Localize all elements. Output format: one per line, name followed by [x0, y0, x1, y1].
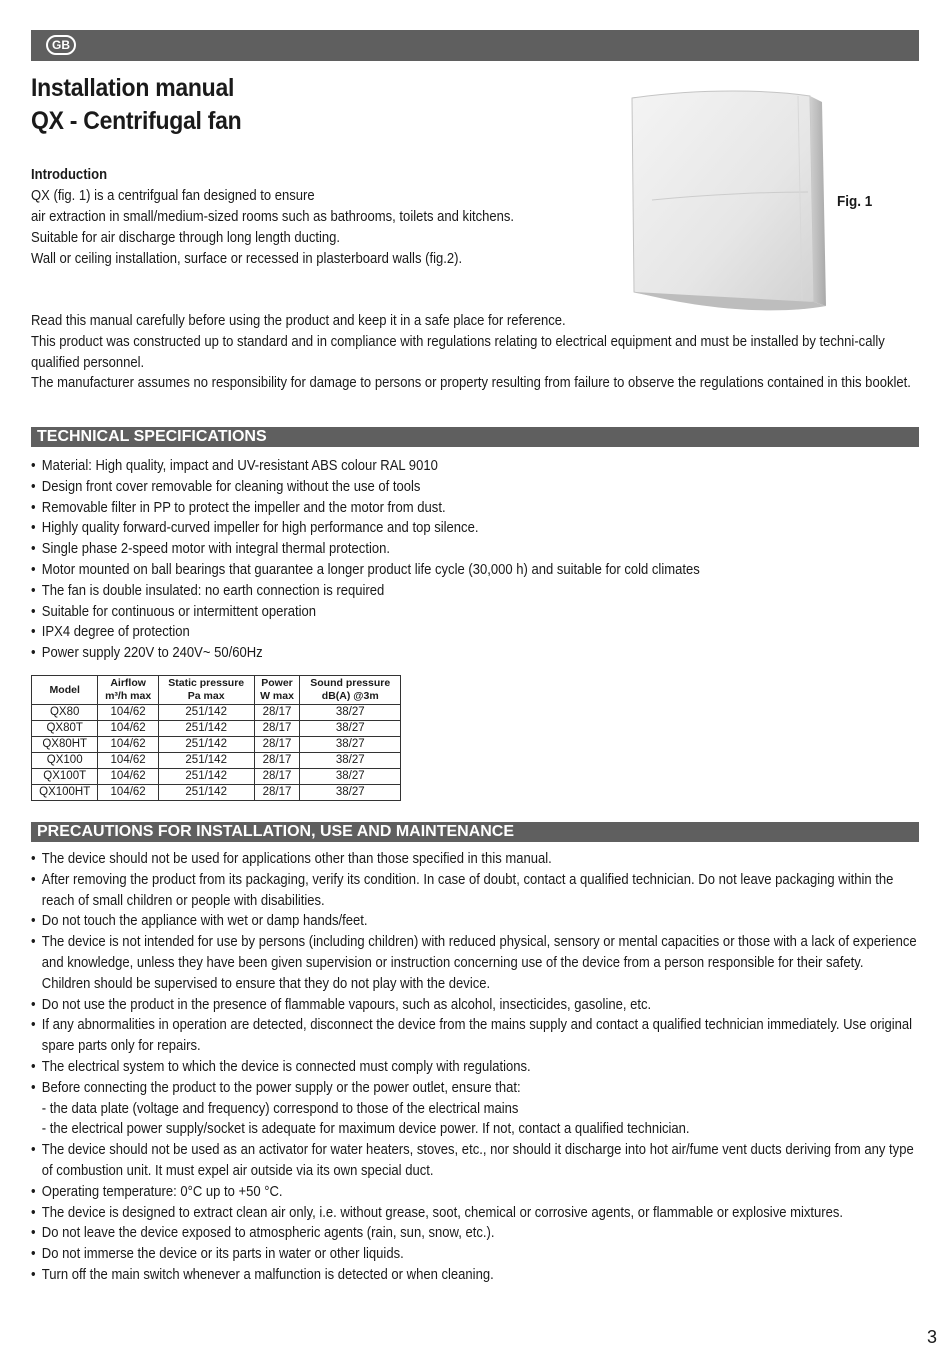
list-item: • Material: High quality, impact and UV-resistant ABS colour RAL 9010	[31, 458, 438, 474]
list-item: • The device should not be used for applications other than those specified in this manual.	[31, 851, 552, 867]
list-item: • Highly quality forward-curved impeller for high performance and top silence.	[31, 520, 479, 537]
list-item: • After removing the product from its packaging, verify its condition. In case of doubt, contact a qualified technician. Do not leave packaging within the reach of small children or people with disabilities.	[31, 871, 894, 909]
notice-paragraph: This product was constructed up to standard and in compliance with regulations relating to electrical equipment and must be installed by techni-cally qualified personnel.	[31, 333, 885, 371]
list-item: • Single phase 2-speed motor with integral thermal protection.	[31, 541, 391, 558]
column-header: Airflow m³/h max	[98, 676, 158, 705]
list-sub-item: - the data plate (voltage and frequency) correspond to those of the electrical mains	[41, 1100, 519, 1117]
precautions-heading: PRECAUTIONS FOR INSTALLATION, USE AND MAINTENANCE	[31, 822, 919, 842]
list-item: • Turn off the main switch whenever a malfunction is detected or when cleaning.	[31, 1266, 494, 1283]
table-row: QX80T 104/62 251/142 28/17 38/27	[32, 721, 401, 737]
notice-paragraph: The manufacturer assumes no responsibility for damage to persons or property resulting from failure to observe the regulations contained in this booklet.	[31, 375, 911, 392]
list-item: • If any abnormalities in operation are detected, disconnect the device from the mains supply and contact a qualified technician immediately. Use original spare parts only for repairs.	[31, 1017, 913, 1055]
fan-illustration	[622, 80, 837, 320]
list-item: • Suitable for continuous or intermittent operation	[31, 603, 317, 620]
notice-paragraph: Read this manual carefully before using the product and keep it in a safe place for reference.	[31, 313, 566, 329]
list-item: • The fan is double insulated: no earth connection is required	[31, 582, 385, 599]
list-item: • Do not touch the appliance with wet or damp hands/feet.	[31, 913, 368, 930]
table-row: QX80HT 104/62 251/142 28/17 38/27	[32, 737, 401, 753]
table-row: QX100HT 104/62 251/142 28/17 38/27	[32, 785, 401, 801]
intro-line: QX (fig. 1) is a centrifgual fan designed to ensure	[31, 188, 315, 204]
table-row: QX80 104/62 251/142 28/17 38/27	[32, 705, 401, 721]
language-badge: GB	[46, 35, 76, 55]
page-number: 3	[927, 1327, 938, 1347]
list-item: • The device is not intended for use by persons (including children) with reduced physical, sensory or mental capacities or those with a lack of experience and knowledge, unless they have been given supervision or instruction concerning use of the device from a person responsible for their safety. Children should be supervised to ensure that they do not play with the device.	[31, 932, 918, 994]
column-header: Sound pressure dB(A) @3m	[300, 676, 401, 705]
header-bar	[31, 30, 919, 61]
column-header: Static pressure Pa max	[158, 676, 254, 705]
intro-line: air extraction in small/medium-sized rooms such as bathrooms, toilets and kitchens.	[31, 209, 515, 225]
list-item: • The device should not be used as an activator for water heaters, stoves, etc., nor should it discharge into hot air/fume vent ducts deriving from any type of combustion unit. It must expel air outside via its own special duct.	[31, 1142, 914, 1179]
list-item: • Do not use the product in the presence of flammable vapours, such as alcohol, insecticides, gasoline, etc.	[31, 996, 652, 1013]
list-item: • Design front cover removable for cleaning without the use of tools	[31, 478, 421, 495]
technical-specifications-list	[31, 456, 918, 664]
column-header: Model	[32, 676, 98, 705]
column-header: Power W max	[254, 676, 300, 705]
introduction-section	[31, 165, 544, 270]
title-line-2: QX - Centrifugal fan	[31, 107, 242, 135]
list-item: • Motor mounted on ball bearings that guarantee a longer product life cycle (30,000 h) and suitable for cold climates	[31, 561, 700, 578]
list-sub-item: - the electrical power supply/socket is adequate for maximum device power. If not, contact a qualified technician.	[41, 1121, 690, 1138]
page-title	[31, 72, 241, 138]
list-item: • Do not leave the device exposed to atmospheric agents (rain, sun, snow, etc.).	[31, 1225, 495, 1242]
table-row: QX100T 104/62 251/142 28/17 38/27	[32, 769, 401, 785]
intro-line: Suitable for air discharge through long length ducting.	[31, 230, 341, 246]
list-item: • Before connecting the product to the power supply or the power outlet, ensure that: - the data plate (voltage and frequency) correspond to those of the electrical mains - the electrical power supply/socket is adequate for maximum device power. If not, contact a qualified technician.	[31, 1078, 918, 1140]
technical-specifications-heading: TECHNICAL SPECIFICATIONS	[31, 427, 919, 447]
precautions-list	[31, 849, 918, 1286]
title-line-1: Installation manual	[31, 74, 235, 102]
notice-section	[31, 311, 918, 394]
figure-label: Fig. 1	[837, 193, 873, 210]
table-row: QX100 104/62 251/142 28/17 38/27	[32, 753, 401, 769]
list-item: • Do not immerse the device or its parts in water or other liquids.	[31, 1246, 404, 1263]
list-item: • Power supply 220V to 240V~ 50/60Hz	[31, 645, 263, 662]
list-item: • IPX4 degree of protection	[31, 624, 190, 641]
list-item-note: Children should be supervised to ensure that they do not play with the device.	[41, 975, 491, 992]
list-item: • Operating temperature: 0°C up to +50 °C.	[31, 1183, 283, 1200]
list-item: • The device is designed to extract clean air only, i.e. without grease, soot, chemical or corrosive agents, or flammable or explosive mixtures.	[31, 1204, 844, 1221]
table-header-row	[32, 676, 401, 705]
specifications-table	[31, 675, 401, 801]
list-item: • Removable filter in PP to protect the impeller and the motor from dust.	[31, 499, 446, 516]
intro-line: Wall or ceiling installation, surface or recessed in plasterboard walls (fig.2).	[31, 251, 463, 267]
list-item: • The electrical system to which the device is connected must comply with regulations.	[31, 1058, 531, 1075]
fan-product-image	[622, 80, 837, 320]
introduction-heading: Introduction	[31, 167, 108, 183]
